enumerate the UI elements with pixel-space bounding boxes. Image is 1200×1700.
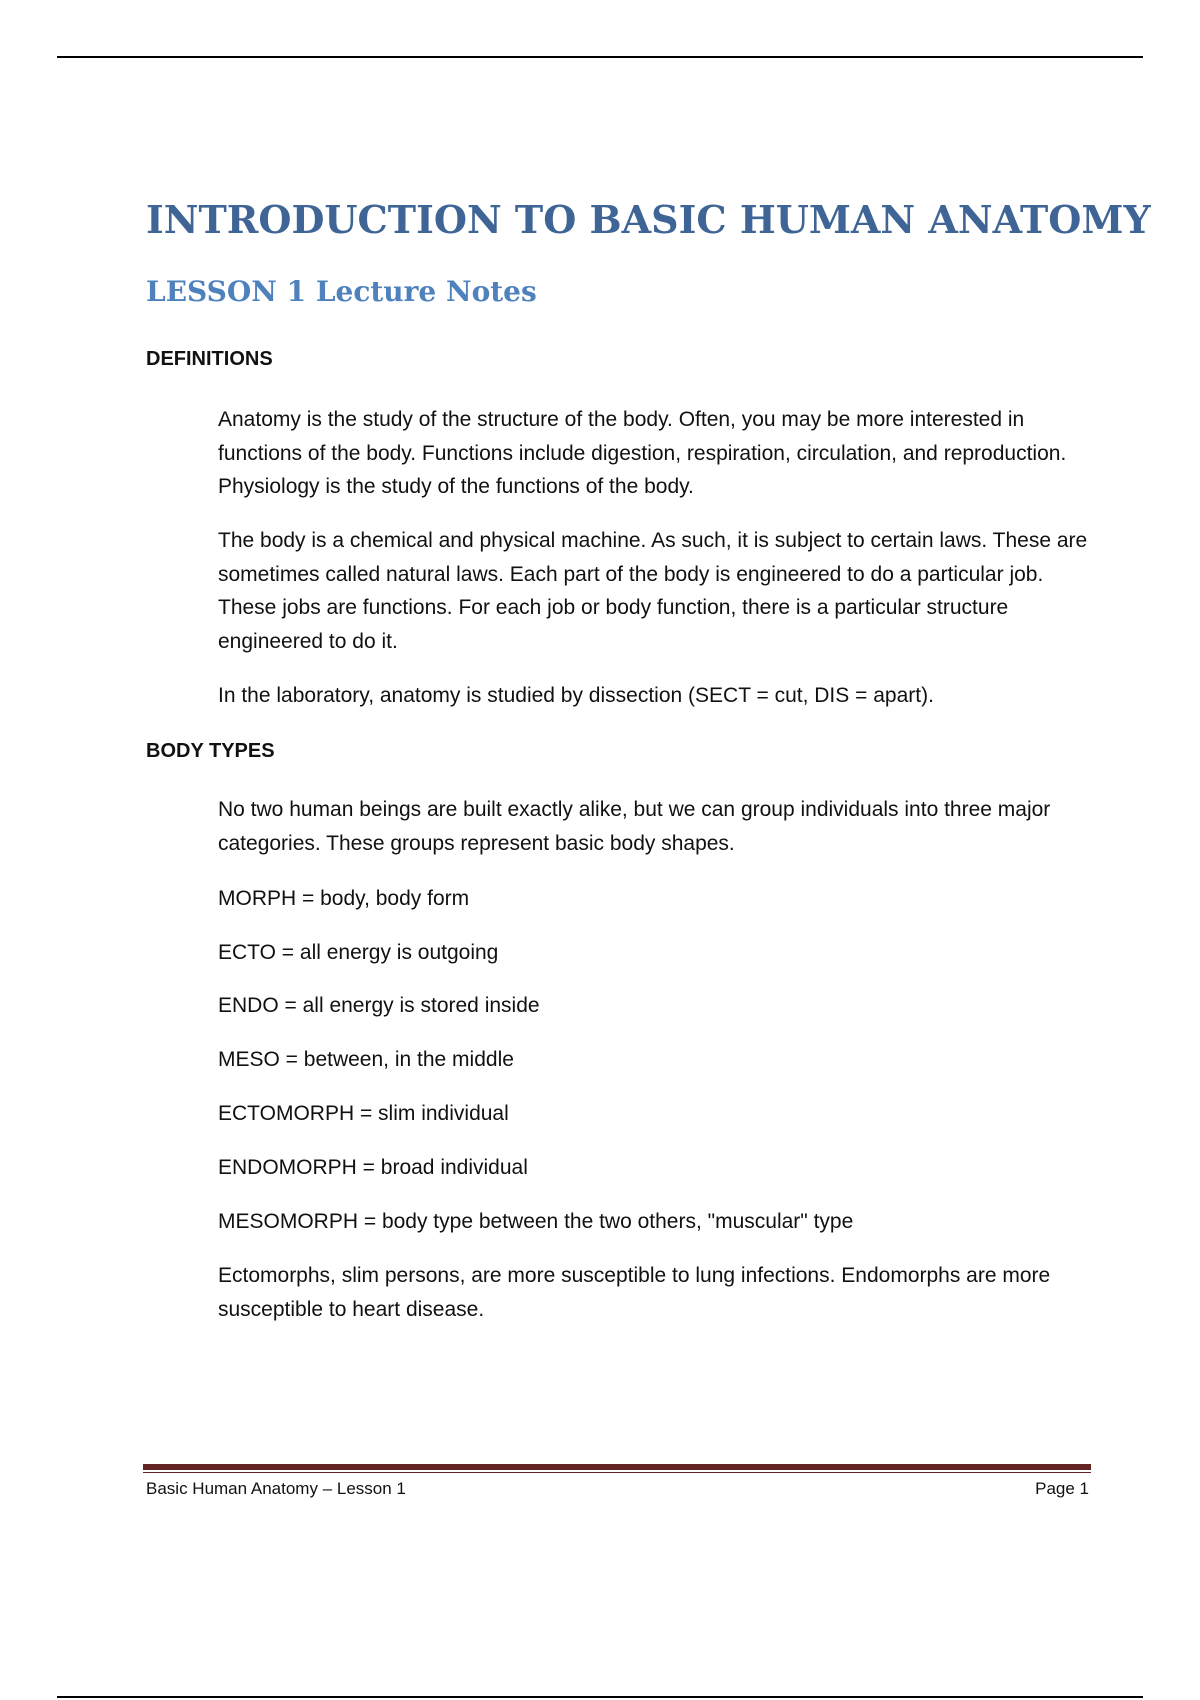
section-heading-definitions: DEFINITIONS [146,348,273,370]
definition-endo: ENDO = all energy is stored inside [218,994,540,1017]
footer-rule [143,1464,1091,1470]
section-heading-body-types: BODY TYPES [146,740,275,762]
definition-endomorph: ENDOMORPH = broad individual [218,1156,528,1179]
definition-mesomorph: MESOMORPH = body type between the two others, "muscular" type [218,1210,854,1233]
footer-document-label: Basic Human Anatomy – Lesson 1 [146,1479,406,1498]
paragraph-susceptibility: Ectomorphs, slim persons, are more susceptible to lung infections. Endomorphs are more susceptible to heart disease. [218,1264,1051,1321]
paragraph-dissection: In the laboratory, anatomy is studied by dissection (SECT = cut, DIS = apart). [218,684,934,707]
paragraph-body-types-intro: No two human beings are built exactly alike, but we can group individuals into three major categories. These groups represent basic body shapes. [218,798,1051,855]
paragraph-body-machine: The body is a chemical and physical machine. As such, it is subject to certain laws. These are sometimes called natural laws. Each part of the body is engineered to do a particular job. These jobs are functions. For each job or body function, there is a particular structure engineered to do it. [218,529,1088,653]
definition-ecto: ECTO = all energy is outgoing [218,941,499,964]
top-page-rule [57,56,1143,58]
definition-ectomorph: ECTOMORPH = slim individual [218,1102,509,1125]
footer-rule-thin [143,1472,1091,1473]
footer-page-number: Page 1 [1035,1479,1089,1498]
paragraph-anatomy-definition: Anatomy is the study of the structure of the body. Often, you may be more interested in functions of the body. Functions include digestion, respiration, circulation, and reproduction. Physiology is the study of the functions of the body. [218,408,1067,498]
bottom-page-rule [57,1696,1143,1698]
document-title: INTRODUCTION TO BASIC HUMAN ANATOMY [146,197,1151,242]
definition-morph: MORPH = body, body form [218,887,470,910]
document-subtitle: LESSON 1 Lecture Notes [146,275,537,308]
definition-meso: MESO = between, in the middle [218,1048,514,1071]
